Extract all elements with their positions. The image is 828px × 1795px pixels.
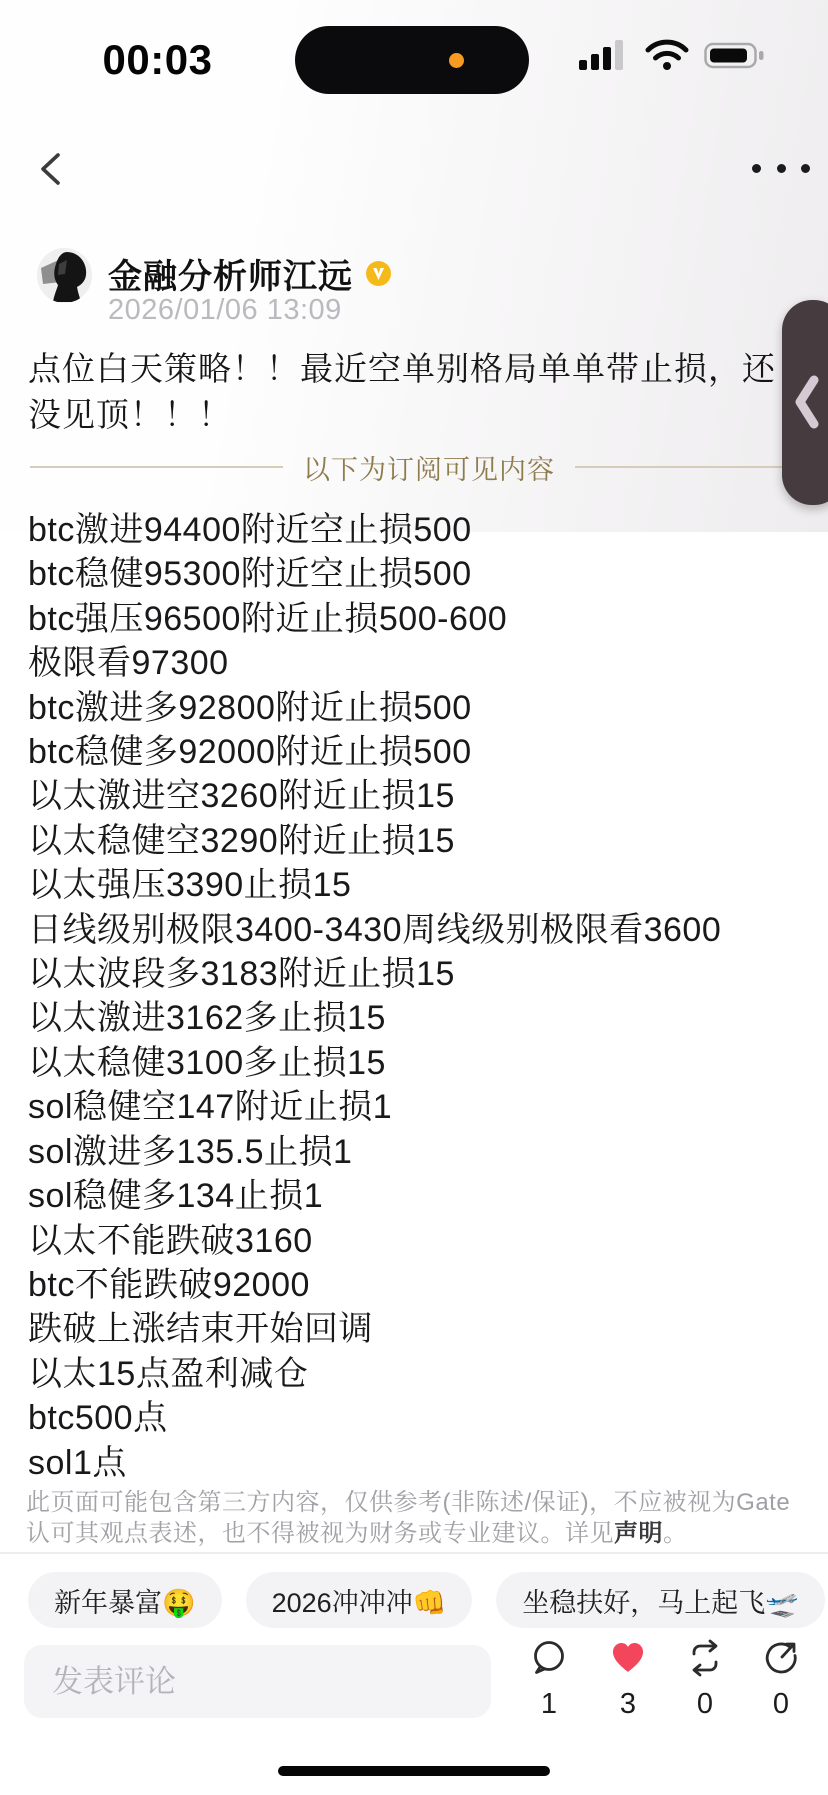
quick-comment-chip[interactable]: 坐稳扶好，马上起飞🛫 [496, 1572, 825, 1628]
content-line: 以太15点盈利减仓 [28, 1354, 309, 1393]
status-time: 00:03 [102, 36, 213, 83]
repost-icon [685, 1638, 725, 1678]
author-name[interactable]: 金融分析师江远 [108, 257, 353, 296]
content-line: btc强压96500附近止损500-600 [28, 599, 508, 638]
comment-input[interactable] [24, 1645, 491, 1718]
comment-button[interactable] [517, 1638, 581, 1721]
back-button[interactable] [34, 150, 68, 188]
content-line: sol1点 [28, 1443, 127, 1482]
content-line: 以太稳健3100多止损15 [28, 1043, 386, 1082]
content-line: 跌破上涨结束开始回调 [28, 1310, 373, 1349]
more-options-button[interactable] [752, 160, 810, 176]
like-count: 3 [619, 1688, 637, 1720]
share-button[interactable] [749, 1638, 813, 1721]
content-line: btc稳健多92000附近止损500 [28, 733, 472, 772]
comment-count: 1 [540, 1688, 558, 1720]
content-line: 以太激进3162多止损15 [28, 999, 386, 1038]
content-line: 以太稳健空3290附近止损15 [28, 821, 455, 860]
wifi-icon [645, 39, 689, 71]
subscription-divider [30, 452, 828, 485]
battery-icon [704, 39, 768, 71]
heart-icon [608, 1638, 648, 1678]
post-timestamp: 2026/01/06 13:09 [108, 294, 342, 326]
side-panel-handle[interactable] [782, 300, 828, 505]
repost-count: 0 [696, 1688, 714, 1720]
avatar[interactable] [37, 248, 92, 303]
section-divider [0, 1552, 828, 1554]
content-line: btc激进多92800附近止损500 [28, 688, 472, 727]
content-line: sol稳健空147附近止损1 [28, 1088, 393, 1127]
post-title: 点位白天策略！！最近空单别格局单单带止损，还没见顶！！！ [28, 350, 776, 433]
share-icon [761, 1638, 801, 1678]
share-count: 0 [772, 1688, 790, 1720]
content-line: 以太强压3390止损15 [28, 866, 352, 905]
disclaimer-suffix: 。 [663, 1520, 688, 1547]
third-party-disclaimer [26, 1487, 802, 1549]
quick-comment-chip[interactable]: 2026冲冲冲👊 [246, 1572, 473, 1628]
like-button[interactable] [596, 1638, 660, 1721]
content-line: sol激进多135.5止损1 [28, 1132, 353, 1171]
quick-comment-chips [28, 1572, 828, 1630]
content-line: 以太不能跌破3160 [28, 1221, 313, 1260]
statement-link[interactable]: 声明 [614, 1520, 663, 1547]
post-content [28, 508, 800, 1485]
content-line: btc稳健95300附近空止损500 [28, 555, 472, 594]
content-line: 以太波段多3183附近止损15 [28, 955, 455, 994]
repost-button[interactable] [673, 1638, 737, 1721]
dynamic-island [295, 26, 529, 94]
verified-badge-icon [365, 260, 392, 287]
comment-bubble-icon [529, 1638, 569, 1678]
content-line: sol稳健多134止损1 [28, 1177, 324, 1216]
home-indicator[interactable] [278, 1766, 550, 1776]
content-line: btc不能跌破92000 [28, 1265, 310, 1304]
content-line: 极限看97300 [28, 644, 229, 683]
subscription-divider-label: 以下为订阅可见内容 [303, 454, 555, 485]
chevron-left-icon [794, 372, 820, 432]
content-line: 以太激进空3260附近止损15 [28, 777, 455, 816]
content-line: btc激进94400附近空止损500 [28, 511, 472, 549]
cellular-signal-icon [578, 39, 630, 71]
content-line: 日线级别极限3400-3430周线级别极限看3600 [28, 910, 722, 949]
disclaimer-text: 此页面可能包含第三方内容，仅供参考(非陈述/保证)，不应被视为Gate认可其观点表述，也不得被视为财务或专业建议。详见 [26, 1489, 791, 1547]
content-line: btc500点 [28, 1399, 168, 1438]
divider-line-left [30, 466, 283, 468]
mic-indicator-dot [449, 53, 464, 68]
quick-comment-chip[interactable]: 新年暴富🤑 [28, 1572, 222, 1628]
